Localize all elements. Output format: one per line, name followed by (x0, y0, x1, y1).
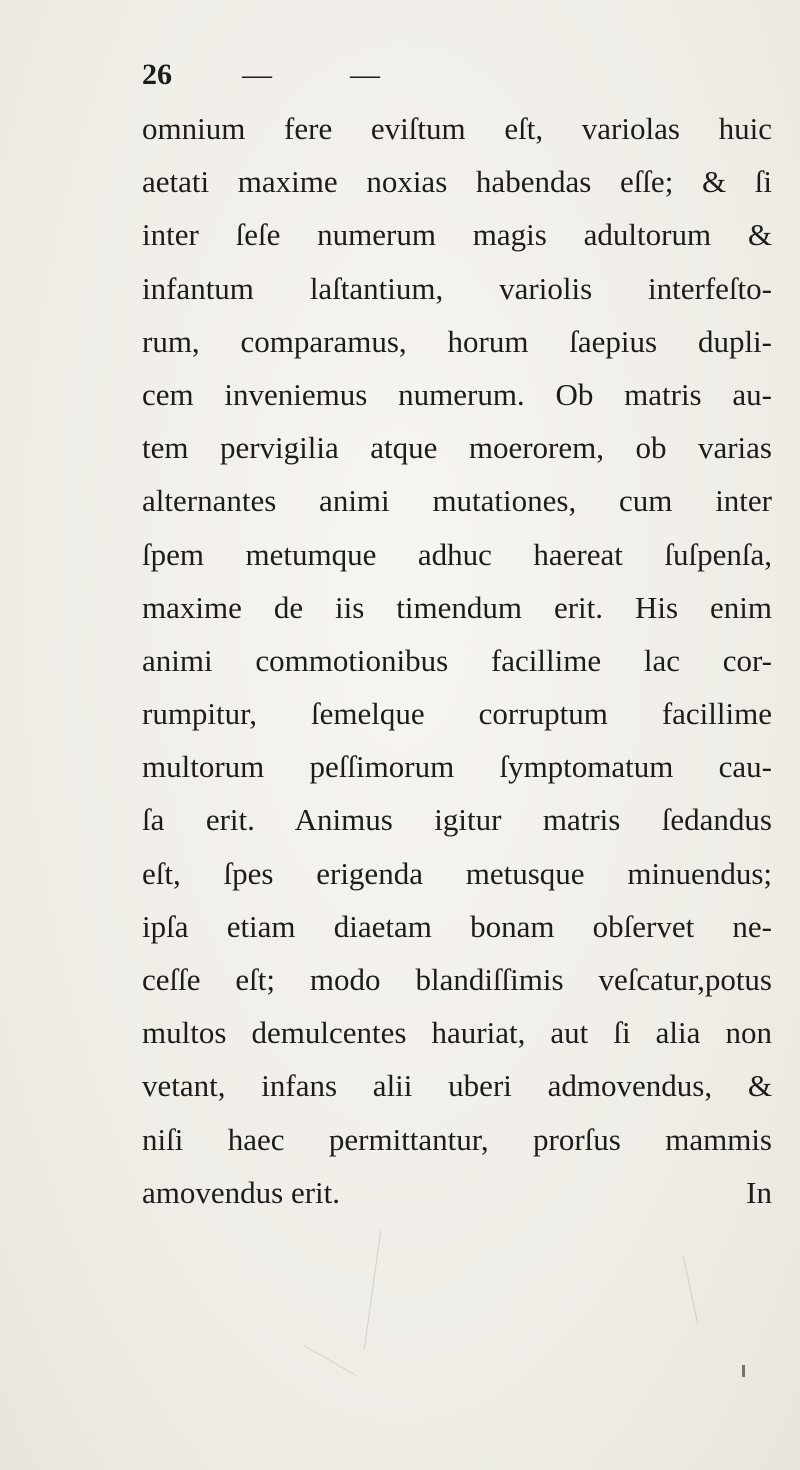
text-line: tem pervigilia atque moerorem, ob varias (142, 430, 772, 466)
text-line: inter ſeſe numerum magis adultorum & (142, 217, 772, 253)
text-line-last (142, 1166, 772, 1219)
text-line: multorum peſſimorum ſymptomatum cau- (142, 749, 772, 785)
body-text (142, 102, 772, 1219)
text-line: maxime de iis timendum erit. His enim (142, 589, 772, 625)
text-line: alternantes animi mutationes, cum inter (142, 483, 772, 519)
paper-mark (683, 1256, 699, 1325)
paper-mark (304, 1345, 356, 1376)
text-line: rum, comparamus, horum ſaepius dupli- (142, 323, 772, 359)
text-line: eſt, ſpes erigenda metusque minuendus; (142, 855, 772, 891)
text-line: rumpitur, ſemelque corruptum facillime (142, 696, 772, 732)
text-line: ſa erit. Animus igitur matris ſedandus (142, 802, 772, 838)
paper-mark (742, 1365, 745, 1377)
catchword: In (746, 1174, 772, 1210)
text-line: aetati maxime noxias habendas eſſe; & ſi (142, 164, 772, 200)
last-line-text: amovendus erit. (142, 1174, 341, 1210)
text-line: animi commotionibus facillime lac cor- (142, 642, 772, 678)
text-line: ſpem metumque adhuc haereat ſuſpenſa, (142, 536, 772, 572)
page-header (142, 58, 522, 98)
paper-mark (364, 1231, 382, 1350)
text-line: ceſſe eſt; modo blandiſſimis veſcatur,potus (142, 962, 772, 997)
text-line: vetant, infans alii uberi admovendus, & (142, 1068, 772, 1104)
header-dash-right: — (350, 58, 380, 91)
text-line: multos demulcentes hauriat, aut ſi alia non (142, 1015, 772, 1051)
text-line: ipſa etiam diaetam bonam obſervet ne- (142, 908, 772, 944)
text-line: cem inveniemus numerum. Ob matris au- (142, 376, 772, 412)
text-line: omnium fere eviſtum eſt, variolas huic (142, 111, 772, 146)
page-number: 26 (142, 58, 172, 91)
text-line: niſi haec permittantur, prorſus mammis (142, 1121, 772, 1157)
text-line: infantum laſtantium, variolis interfeſto- (142, 270, 772, 306)
header-dash-left: — (242, 58, 272, 91)
